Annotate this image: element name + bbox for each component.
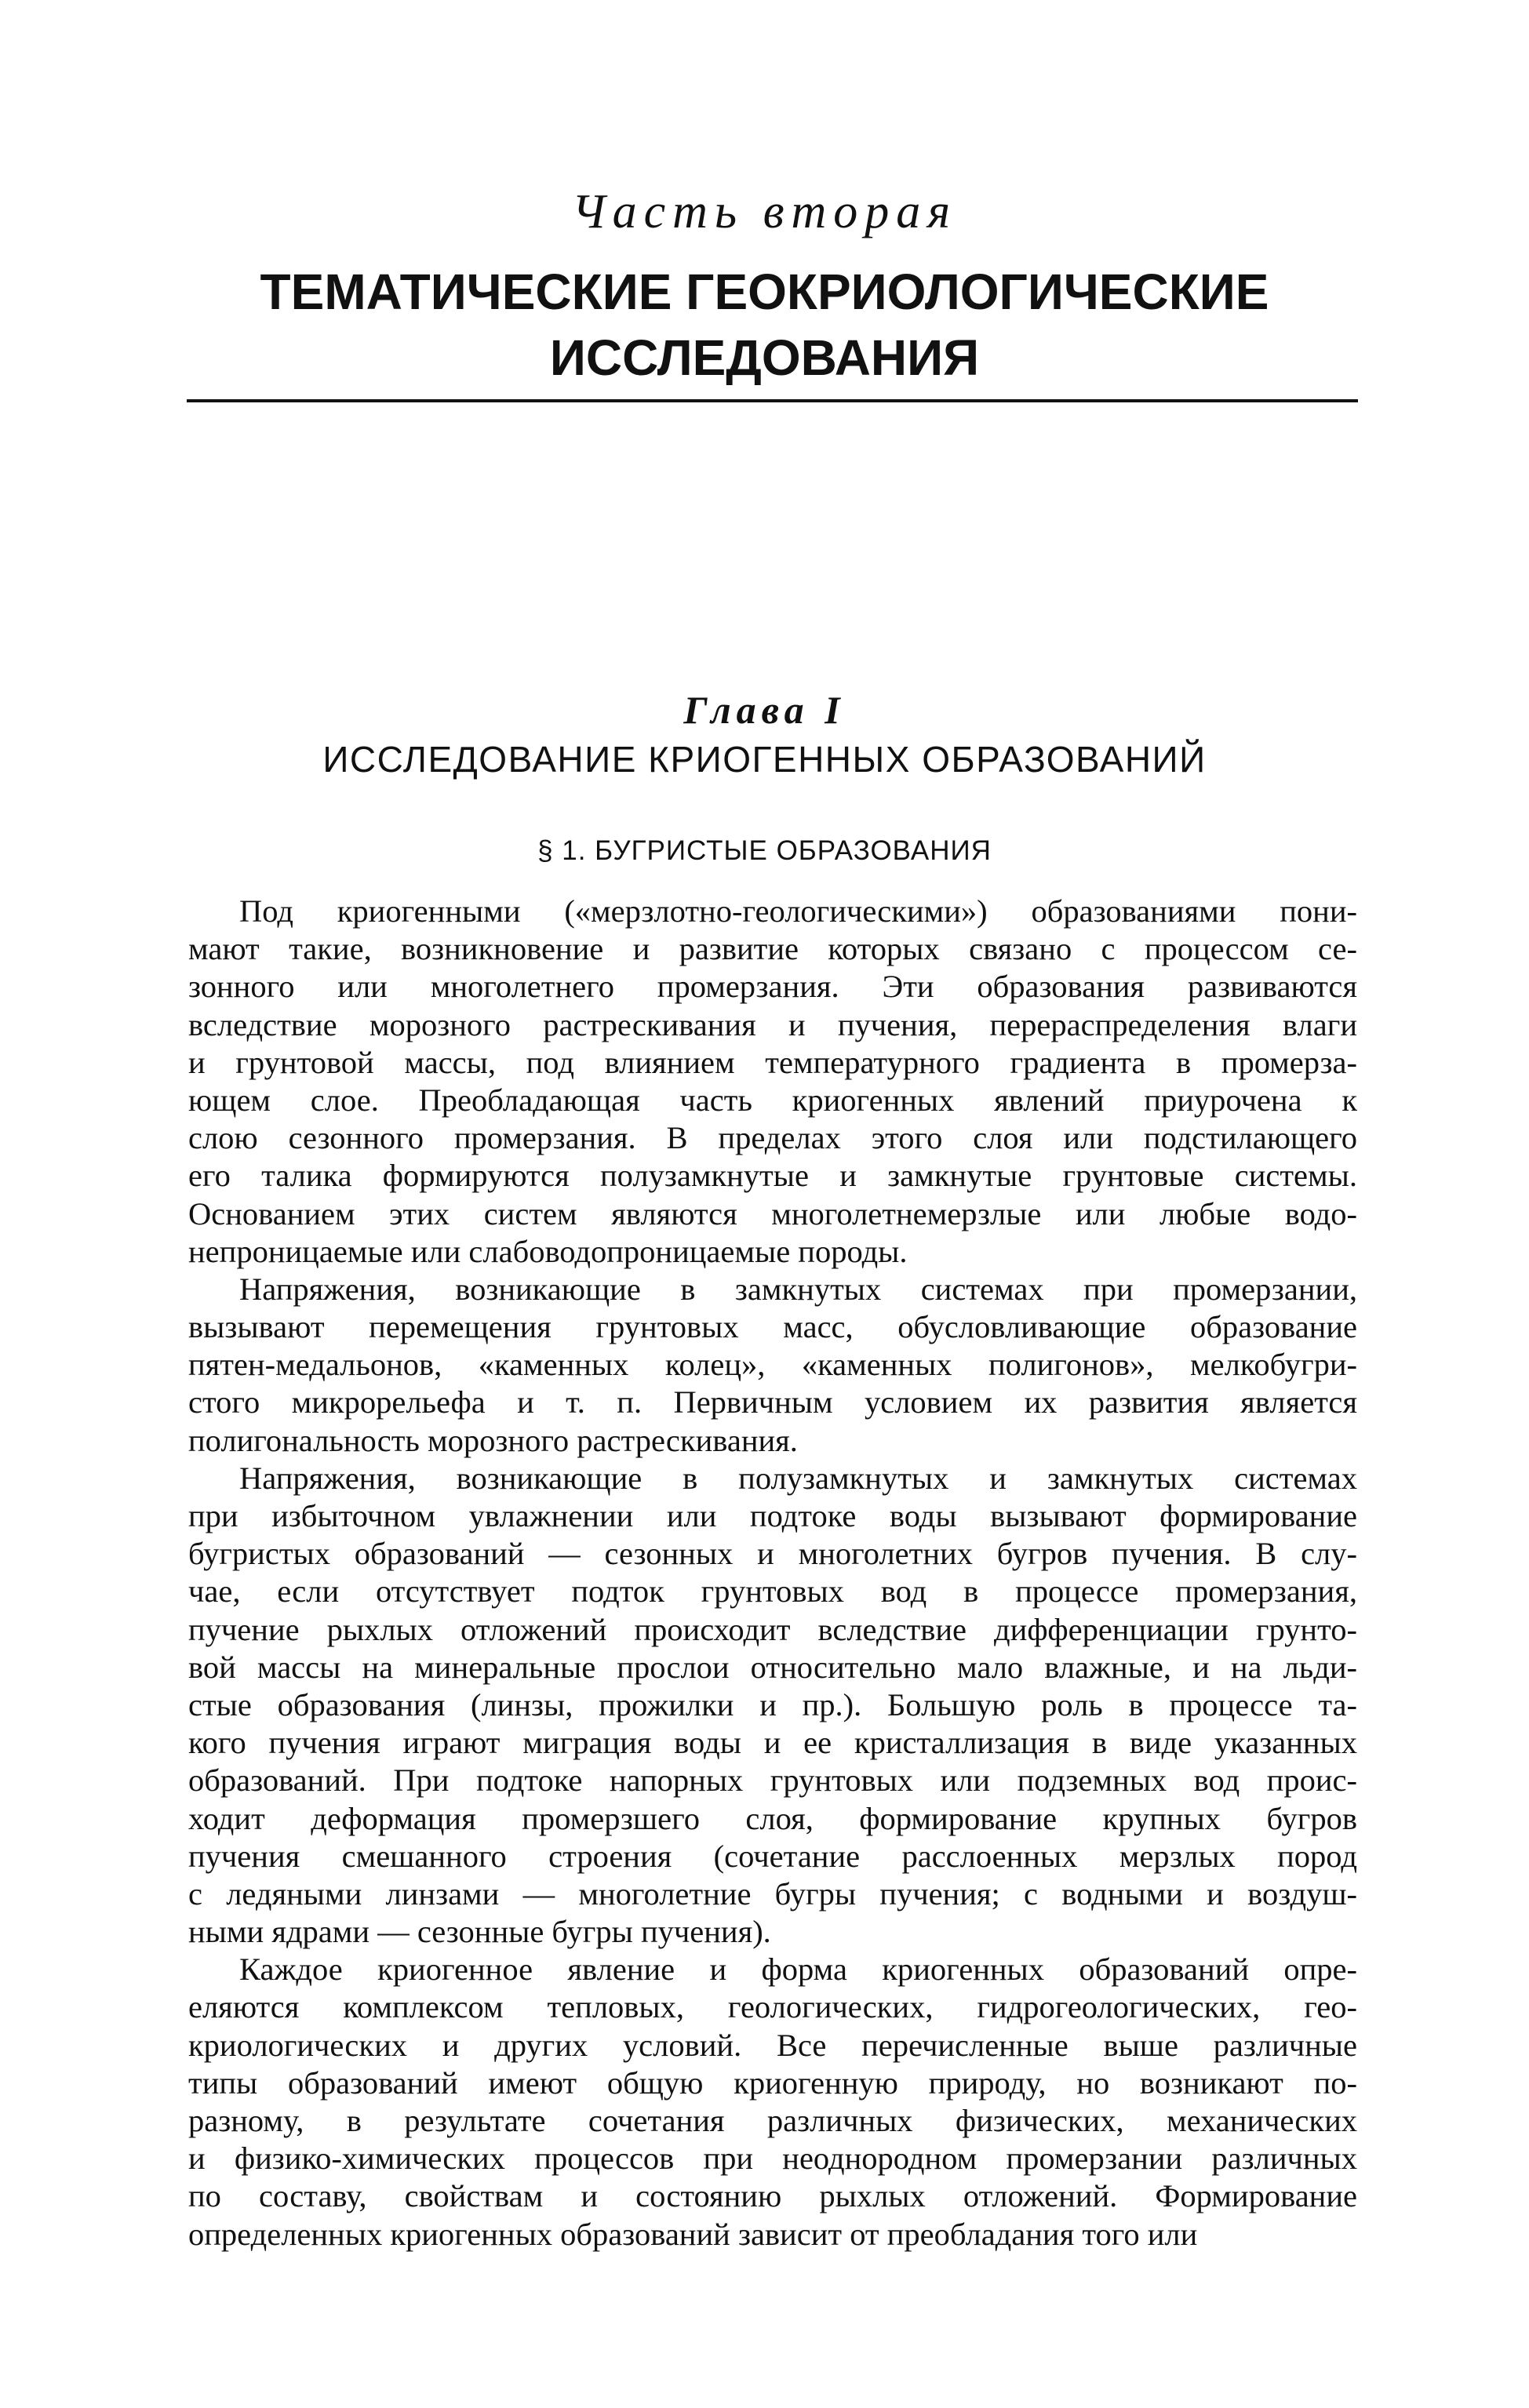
text-line: ходит деформация промерзшего слоя, формирование крупных бугров <box>188 1800 1357 1836</box>
paragraph <box>188 1951 1357 2253</box>
text-line: Напряжения, возникающие в полузамкнутых и замкнутых системах <box>239 1460 1357 1496</box>
text-line: полигональность морозного растрескивания. <box>188 1422 798 1458</box>
text-line: зонного или многолетнего промерзания. Эти образования развиваются <box>188 969 1357 1005</box>
text-line: с ледяными линзами — многолетние бугры пучения; с водными и воздуш- <box>188 1875 1357 1911</box>
text-line: Напряжения, возникающие в замкнутых системах при промерзании, <box>239 1271 1357 1307</box>
text-line: кого пучения играют миграция воды и ее кристаллизация в виде указанных <box>188 1725 1357 1761</box>
part-title: Часть вторая <box>571 185 958 238</box>
text-line: ными ядрами — сезонные бугры пучения). <box>188 1914 771 1950</box>
text-line: при избыточном увлажнении или подтоке воды вызывают формирование <box>188 1498 1357 1533</box>
text-line: его талика формируются полузамкнутые и замкнутые грунтовые системы. <box>188 1158 1357 1194</box>
text-line: слою сезонного промерзания. В пределах этого слоя или подстилающего <box>188 1120 1357 1156</box>
text-line: образований. При подтоке напорных грунтовых или подземных вод проис- <box>188 1762 1357 1799</box>
text-line: типы образований имеют общую криогенную природу, но возникают по- <box>188 2064 1357 2101</box>
text-line: мают такие, возникновение и развитие которых связано с процессом се- <box>188 931 1357 967</box>
text-line: чае, если отсутствует подток грунтовых вод в процессе промерзания, <box>188 1573 1357 1610</box>
paragraph <box>188 1271 1357 1460</box>
text-line: и физико-химических процессов при неоднородном промерзании различных <box>188 2141 1357 2177</box>
title-divider <box>187 399 1358 402</box>
text-line: стые образования (линзы, прожилки и пр.). Большую роль в процессе та- <box>188 1686 1357 1722</box>
section-title: § 1. БУГРИСТЫЕ ОБРАЗОВАНИЯ <box>537 835 992 866</box>
text-line: и грунтовой массы, под влиянием температурного градиента в промерза- <box>188 1044 1357 1080</box>
text-line: определенных криогенных образований зависит от преобладания того или <box>188 2216 1198 2252</box>
text-line: разному, в результате сочетания различных физических, механических <box>188 2103 1357 2138</box>
text-line: пучение рыхлых отложений происходит вследствие дифференциации грунто- <box>188 1611 1357 1647</box>
text-line: пятен-медальонов, «каменных колец», «каменных полигонов», мелкобугри- <box>188 1347 1357 1383</box>
text-line: непроницаемые или слабоводопроницаемые породы. <box>188 1233 908 1269</box>
text-line: пучения смешанного строения (сочетание расслоенных мерзлых пород <box>188 1838 1357 1874</box>
text-line: Основанием этих систем являются многолетнемерзлые или любые водо- <box>188 1195 1357 1231</box>
main-title-line: ИССЛЕДОВАНИЯ <box>549 329 980 386</box>
main-title <box>0 259 1529 391</box>
text-line: вследствие морозного растрескивания и пучения, перераспределения влаги <box>188 1006 1357 1042</box>
main-title-line: ТЕМАТИЧЕСКИЕ ГЕОКРИОЛОГИЧЕСКИЕ <box>260 264 1269 320</box>
text-line: Под криогенными («мерзлотно-геологическими») образованиями пони- <box>239 893 1357 929</box>
text-line: вызывают перемещения грунтовых масс, обусловливающие образование <box>188 1309 1357 1345</box>
text-line: ющем слое. Преобладающая часть криогенных явлений приурочена к <box>188 1082 1357 1118</box>
chapter-label: Глава I <box>683 688 846 732</box>
text-line: стого микрорельефа и т. п. Первичным условием их развития является <box>188 1384 1357 1420</box>
paragraph <box>188 893 1357 1271</box>
text-line: еляются комплексом тепловых, геологических, гидрогеологических, гео- <box>188 1989 1357 2025</box>
paragraph <box>188 1460 1357 1951</box>
text-line: Каждое криогенное явление и форма криогенных образований опре- <box>239 1951 1357 1988</box>
text-line: по составу, свойствам и состоянию рыхлых отложений. Формирование <box>188 2178 1357 2214</box>
chapter-title: ИССЛЕДОВАНИЕ КРИОГЕННЫХ ОБРАЗОВАНИЙ <box>322 739 1207 780</box>
text-line: криологических и других условий. Все перечисленные выше различные <box>188 2027 1357 2063</box>
body-text <box>188 893 1357 2253</box>
text-line: бугристых образований — сезонных и многолетних бугров пучения. В слу- <box>188 1536 1357 1572</box>
text-line: вой массы на минеральные прослои относительно мало влажные, и на льди- <box>188 1649 1357 1685</box>
